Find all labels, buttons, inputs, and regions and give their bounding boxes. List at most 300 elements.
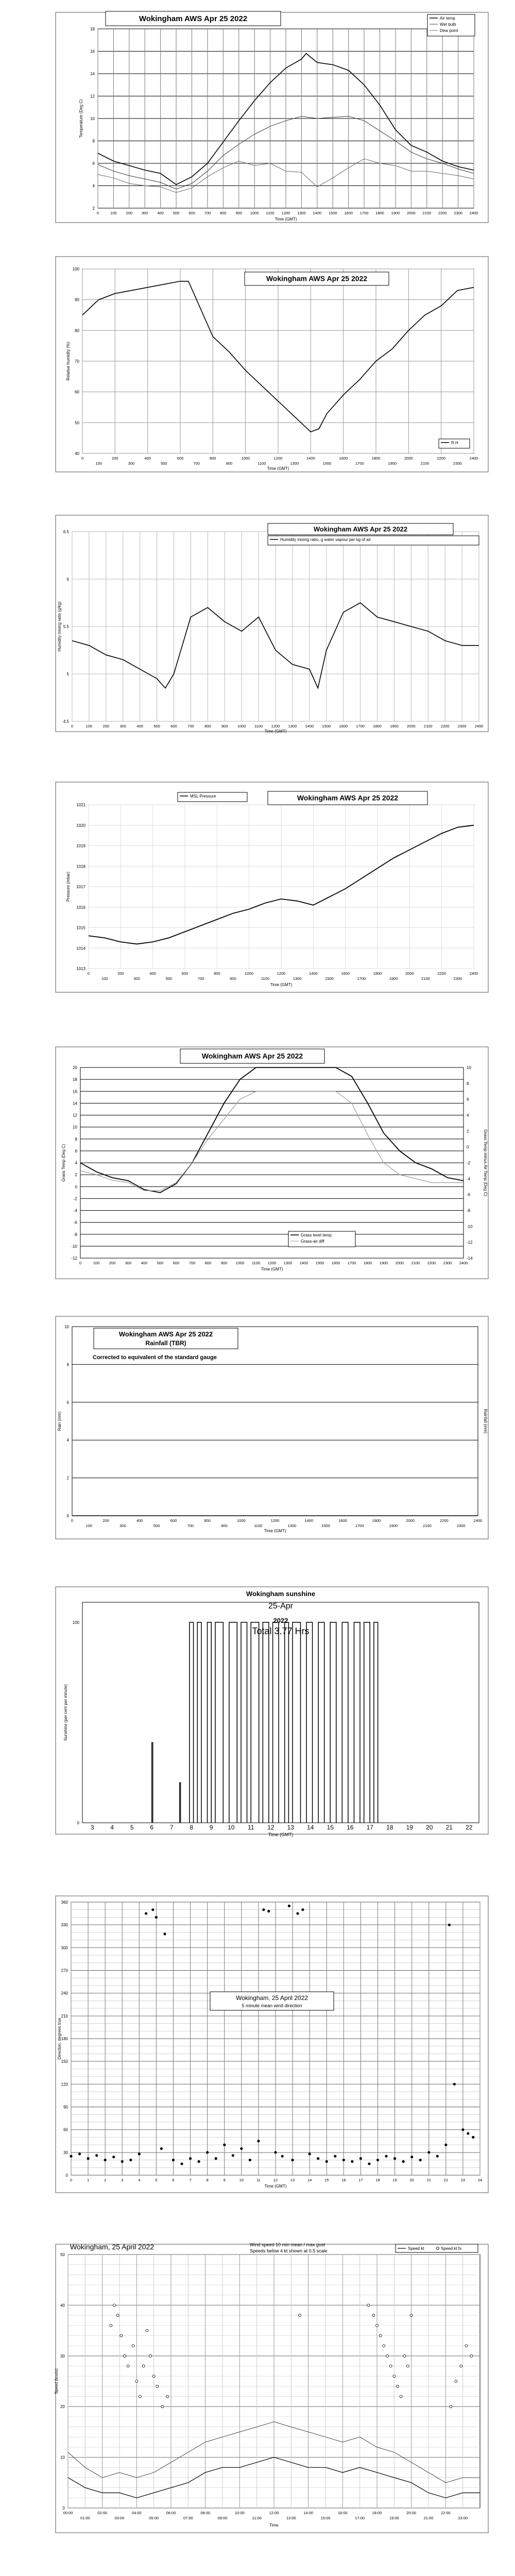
direction-point	[419, 2159, 422, 2161]
x-tick-label: 2100	[423, 724, 433, 728]
legend-label: Speed kt	[408, 2246, 424, 2251]
x-tick-label: 500	[165, 976, 173, 981]
direction-point	[410, 2156, 413, 2158]
gust-point	[393, 2375, 396, 2378]
x-tick-label: 01:00	[80, 2516, 90, 2520]
x-tick-label: 1700	[359, 211, 369, 215]
direction-point	[385, 2155, 387, 2158]
x-tick-label: 2000	[406, 211, 416, 215]
direction-point	[334, 2155, 336, 2158]
y-tick-label: 1018	[76, 864, 85, 869]
x-tick-label: 400	[144, 456, 151, 461]
x-tick-label: 1000	[250, 211, 259, 215]
x-tick-label: 1000	[237, 724, 246, 728]
x-tick-label: 1900	[390, 724, 399, 728]
chart-humidity	[56, 257, 488, 472]
direction-point	[301, 1908, 304, 1911]
gust-point	[120, 2334, 123, 2337]
y-tick-label: 150	[61, 2059, 68, 2064]
chart-grass	[56, 1047, 488, 1279]
x-tick-label: 1100	[261, 976, 269, 981]
x-tick-label: 400	[149, 971, 156, 976]
x-tick-label: 1300	[293, 976, 302, 981]
y-tick-label: 60	[75, 389, 79, 395]
direction-point	[163, 1933, 166, 1935]
y-tick-label: 6	[92, 161, 95, 166]
x-tick-label: 1500	[322, 461, 332, 466]
direction-point	[281, 2155, 284, 2158]
x-tick-label: 2400	[469, 971, 478, 976]
gust-point	[156, 2385, 159, 2387]
direction-point	[78, 2153, 81, 2155]
x-tick-label: 24	[477, 2178, 483, 2182]
direction-point	[444, 2144, 447, 2146]
x-tick-label: 22	[466, 1824, 473, 1831]
chart-title: Wokingham AWS Apr 25 2022	[313, 525, 408, 533]
x-tick-label: 17	[358, 2178, 363, 2182]
x-tick-label: 6	[172, 2178, 175, 2182]
x-tick-label: 20	[409, 2178, 414, 2182]
y-axis-label: Humidity mixing ratio (g/kg)	[57, 601, 62, 652]
legend-label: Speed kt fs	[441, 2246, 462, 2251]
direction-point	[180, 2162, 183, 2165]
x-tick-label: 2300	[456, 1523, 466, 1528]
x-tick-label: 4	[138, 2178, 141, 2182]
y-tick-label-right: 10	[467, 1065, 471, 1070]
x-tick-label: 2300	[443, 1261, 452, 1265]
x-tick-label: 100	[110, 211, 117, 215]
gust-point	[470, 2354, 473, 2357]
x-tick-label: 1200	[281, 211, 290, 215]
x-tick-label: 2100	[421, 976, 430, 981]
y-axis-label: Grass Temp (Deg C)	[61, 1144, 66, 1182]
x-tick-label: 19	[392, 2178, 397, 2182]
x-tick-label: 800	[214, 971, 220, 976]
x-tick-label: 08:00	[200, 2511, 211, 2515]
direction-point	[104, 2159, 107, 2161]
y-tick-label-right: -2	[467, 1161, 471, 1165]
x-tick-label: 05:00	[149, 2516, 159, 2520]
direction-point	[145, 1912, 147, 1914]
x-tick-label: 200	[109, 1261, 116, 1265]
x-tick-label: 21	[426, 2178, 431, 2182]
x-tick-label: 19:00	[389, 2516, 399, 2520]
gust-point	[407, 2365, 409, 2367]
y-tick-label-right: -10	[467, 1224, 473, 1229]
x-tick-label: 0	[87, 971, 90, 976]
direction-point	[376, 2159, 379, 2161]
y-tick-label: 1019	[76, 843, 85, 849]
direction-point	[138, 2153, 141, 2155]
y-tick-label: 12	[73, 1113, 77, 1118]
y-axis-label: Pressure (mbar)	[66, 872, 71, 902]
x-tick-label: 1000	[245, 971, 254, 976]
y-tick-label-right: -4	[467, 1176, 471, 1181]
x-tick-label: 1700	[356, 724, 365, 728]
gust-point	[367, 2304, 370, 2307]
legend-label: Dew point	[440, 28, 458, 33]
direction-point	[189, 2157, 192, 2160]
x-axis-label: Time (GMT)	[264, 1529, 286, 1533]
x-tick-label: 1200	[270, 1518, 280, 1523]
legend-label: Grass level temp	[301, 1233, 332, 1238]
x-tick-label: 20:00	[406, 2511, 417, 2515]
direction-point	[351, 2160, 353, 2163]
y-tick-label: 30	[63, 2150, 68, 2155]
y-tick-label: 10	[90, 116, 95, 121]
chart-date: 25-Apr	[268, 1602, 294, 1611]
gust-point	[132, 2345, 134, 2347]
y-tick-label: 14	[90, 72, 95, 76]
y-tick-label: 60	[63, 2127, 68, 2132]
gust-point	[455, 2380, 457, 2383]
x-tick-label: 06:00	[166, 2511, 176, 2515]
x-axis-label: Time (GMT)	[264, 729, 287, 734]
x-tick-label: 19	[406, 1824, 413, 1831]
x-tick-label: 1000	[235, 1261, 245, 1265]
y-tick-label: 8	[66, 1362, 69, 1367]
direction-point	[70, 2155, 72, 2158]
y-tick-label: -8	[73, 1232, 77, 1237]
chart-total: Total 3.77 Hrs	[252, 1626, 310, 1636]
x-tick-label: 900	[220, 1261, 228, 1265]
gust-point	[386, 2354, 389, 2357]
x-tick-label: 1700	[357, 976, 366, 981]
gust-point	[410, 2314, 413, 2317]
x-tick-label: 1800	[373, 971, 382, 976]
x-tick-label: 200	[126, 211, 133, 215]
y-tick-label: 2	[66, 1476, 69, 1481]
chart-subtitle: Rainfall (TBR)	[145, 1340, 186, 1347]
x-tick-label: 900	[230, 976, 236, 981]
x-tick-label: 1400	[306, 456, 315, 461]
x-tick-label: 7	[189, 2178, 192, 2182]
x-tick-label: 600	[188, 211, 195, 215]
x-tick-label: 1500	[328, 211, 337, 215]
y-tick-label: 0	[65, 2173, 68, 2178]
y-tick-label: -4	[73, 1208, 77, 1213]
x-tick-label: 2200	[437, 456, 446, 461]
chart-subtitle: 5 minute mean wind direction	[242, 2003, 302, 2008]
x-tick-label: 2000	[404, 456, 413, 461]
x-tick-label: 09:00	[217, 2516, 228, 2520]
x-tick-label: 1800	[372, 1518, 381, 1523]
y-tick-label: 5	[66, 672, 69, 676]
x-tick-label: 2200	[439, 1518, 449, 1523]
x-tick-label: 0	[71, 1518, 74, 1523]
x-tick-label: 1400	[299, 1261, 308, 1265]
x-tick-label: 700	[187, 724, 194, 728]
y-tick-label: 8	[92, 139, 95, 144]
direction-point	[95, 2154, 98, 2157]
x-tick-label: 1000	[241, 456, 250, 461]
chart-title: Wokingham AWS Apr 25 2022	[297, 793, 399, 802]
x-tick-label: 2000	[405, 971, 414, 976]
gust-point	[400, 2395, 402, 2398]
x-tick-label: 700	[187, 1523, 194, 1528]
gust-point	[166, 2395, 169, 2398]
y-axis-label: Temperature (Deg C)	[79, 99, 83, 138]
y-tick-label: 270	[61, 1968, 68, 1973]
x-tick-label: 14	[307, 1824, 314, 1831]
chart-wind_speed	[54, 2242, 488, 2533]
x-tick-label: 100	[95, 461, 102, 466]
y-axis-label: Direction, degrees true	[57, 2018, 62, 2060]
x-tick-label: 9	[223, 2178, 226, 2182]
x-tick-label: 1400	[305, 724, 314, 728]
chart-title: Wokingham AWS Apr 25 2022	[139, 14, 248, 23]
x-tick-label: 8	[190, 1824, 194, 1831]
y-tick-label: 90	[63, 2105, 68, 2110]
x-tick-label: 16	[341, 2178, 346, 2182]
x-tick-label: 800	[204, 1518, 211, 1523]
direction-point	[296, 1912, 299, 1914]
x-tick-label: 800	[204, 724, 211, 728]
chart-sunshine	[56, 1587, 488, 1837]
y-tick-label: 1016	[76, 905, 85, 910]
x-tick-label: 1500	[325, 976, 334, 981]
chart-temperature	[56, 11, 488, 223]
gust-point	[383, 2345, 385, 2347]
y-tick-label: 4	[66, 1438, 69, 1443]
chart-title: Wokingham AWS Apr 25 2022	[266, 274, 368, 283]
x-tick-label: 1700	[355, 461, 364, 466]
y-tick-label: 1020	[76, 823, 85, 828]
x-tick-label: 1900	[379, 1261, 388, 1265]
x-tick-label: 100	[85, 1523, 93, 1528]
gust-point	[465, 2345, 468, 2347]
chart-title: Wokingham sunshine	[246, 1590, 316, 1598]
x-tick-label: 500	[153, 724, 160, 728]
direction-point	[267, 1910, 270, 1912]
x-tick-label: 18	[375, 2178, 380, 2182]
x-tick-label: 2300	[457, 724, 467, 728]
y-tick-label: 10	[60, 2455, 65, 2460]
x-tick-label: 700	[204, 211, 211, 215]
x-tick-label: 1	[87, 2178, 90, 2182]
y-tick-label: 1015	[76, 925, 85, 930]
direction-point	[472, 2136, 474, 2139]
y-tick-label-right: -8	[467, 1208, 471, 1213]
x-tick-label: 300	[133, 976, 140, 981]
y-tick-label: -10	[71, 1244, 77, 1249]
x-tick-label: 1000	[236, 1518, 246, 1523]
x-tick-label: 3	[121, 2178, 124, 2182]
chart-rainfall	[56, 1316, 488, 1539]
y-tick-label: 1017	[76, 885, 85, 889]
x-tick-label: 1900	[389, 1523, 398, 1528]
x-tick-label: 2400	[459, 1261, 468, 1265]
x-tick-label: 2	[104, 2178, 107, 2182]
x-tick-label: 1600	[339, 724, 348, 728]
gust-point	[142, 2365, 145, 2367]
x-tick-label: 23	[460, 2178, 466, 2182]
y-tick-label-right: 6	[467, 1097, 469, 1102]
x-tick-label: 3	[90, 1824, 94, 1831]
x-tick-label: 200	[112, 456, 118, 461]
x-tick-label: 400	[141, 1261, 148, 1265]
y-axis-label: Relative humidity (%)	[66, 342, 71, 381]
direction-point	[262, 1908, 265, 1911]
y-tick-label: 0	[75, 1184, 77, 1190]
direction-point	[249, 2159, 251, 2161]
x-tick-label: 9	[209, 1824, 213, 1831]
x-tick-label: 17	[366, 1824, 373, 1831]
direction-point	[308, 2153, 311, 2155]
x-tick-label: 10	[228, 1824, 235, 1831]
y-tick-label: -2	[73, 1196, 77, 1201]
y-tick-label: 18	[90, 27, 95, 31]
x-tick-label: 7	[169, 1824, 174, 1831]
direction-point	[112, 2156, 115, 2158]
x-tick-label: 400	[136, 1518, 143, 1523]
x-tick-label: 1800	[373, 724, 382, 728]
direction-point	[198, 2160, 200, 2163]
x-tick-label: 12	[267, 1824, 274, 1831]
y-tick-label-right: -12	[467, 1240, 473, 1245]
x-tick-label: 900	[221, 1523, 228, 1528]
gust-point	[116, 2314, 119, 2317]
y-tick-label: 40	[60, 2303, 65, 2308]
y-tick-label: 12	[90, 94, 95, 99]
chart-title: Wokingham AWS Apr 25 2022	[118, 1330, 213, 1338]
x-tick-label: 23:00	[458, 2516, 468, 2520]
direction-point	[427, 2151, 430, 2154]
x-axis-label: Time (GMT)	[261, 1267, 283, 1272]
x-tick-label: 22	[443, 2178, 449, 2182]
x-tick-label: 00:00	[63, 2511, 73, 2515]
x-tick-label: 5	[130, 1824, 134, 1831]
y-tick-label: -12	[71, 1256, 77, 1261]
y-axis-label: Sunshine (per cent per minute)	[63, 1684, 68, 1741]
x-tick-label: 1200	[273, 456, 283, 461]
y-tick-label: 6	[66, 1400, 69, 1405]
x-tick-label: 0	[71, 724, 74, 728]
gust-point	[389, 2365, 392, 2367]
direction-point	[291, 2159, 294, 2161]
gust-point	[397, 2385, 399, 2387]
x-tick-label: 300	[119, 1523, 126, 1528]
direction-point	[151, 1908, 154, 1911]
direction-point	[257, 2140, 260, 2142]
y-tick-label: 240	[61, 1991, 68, 1996]
y-tick-label: 16	[73, 1089, 77, 1094]
x-tick-label: 1700	[355, 1523, 364, 1528]
x-tick-label: 400	[136, 724, 143, 728]
y-tick-label: 1021	[76, 803, 85, 807]
x-tick-label: 03:00	[114, 2516, 125, 2520]
x-tick-label: 0	[81, 456, 84, 461]
x-tick-label: 1200	[271, 724, 280, 728]
y-tick-label: 0	[66, 1514, 69, 1518]
direction-point	[453, 2083, 456, 2086]
x-tick-label: 1600	[331, 1261, 340, 1265]
direction-point	[359, 2157, 362, 2160]
gust-point	[376, 2324, 379, 2327]
y-tick-label: 4	[75, 1161, 77, 1165]
x-tick-label: 800	[210, 456, 216, 461]
gust-point	[127, 2365, 129, 2367]
x-tick-label: 200	[102, 724, 110, 728]
x-tick-label: 13:00	[286, 2516, 296, 2520]
x-tick-label: 11	[256, 2178, 261, 2182]
y-tick-label: 70	[75, 359, 79, 364]
chart-title: Wokingham, 25 April 2022	[70, 2243, 154, 2251]
chart-mixing_ratio	[56, 515, 488, 734]
chart-title: Wokingham, 25 April 2022	[236, 1994, 308, 2002]
x-tick-label: 2100	[422, 211, 432, 215]
y-tick-label: 300	[61, 1945, 68, 1951]
x-tick-label: 2200	[440, 724, 450, 728]
x-axis-label: Time (GMT)	[270, 982, 293, 987]
y-tick-label: 10	[73, 1125, 77, 1130]
y-tick-label-right: 0	[467, 1145, 469, 1150]
y-tick-label: 40	[75, 451, 79, 456]
x-tick-label: 07:00	[183, 2516, 193, 2520]
x-tick-label: 1300	[290, 461, 299, 466]
direction-point	[448, 1924, 451, 1926]
x-tick-label: 600	[173, 1261, 180, 1265]
x-tick-label: 1100	[251, 1261, 261, 1265]
y-tick-label: 6	[66, 577, 69, 582]
y-tick-label: 120	[61, 2082, 68, 2087]
y-tick-label: 10	[64, 1325, 69, 1329]
x-tick-label: 2200	[427, 1261, 436, 1265]
x-tick-label: 2100	[423, 1523, 432, 1528]
direction-point	[436, 2155, 439, 2158]
direction-point	[121, 2160, 124, 2163]
x-tick-label: 1600	[341, 971, 350, 976]
x-tick-label: 18	[386, 1824, 393, 1831]
x-tick-label: 13	[287, 1824, 294, 1831]
x-tick-label: 1200	[267, 1261, 277, 1265]
x-tick-label: 1600	[338, 1518, 347, 1523]
y-tick-label: 100	[72, 267, 79, 272]
x-tick-label: 2000	[406, 724, 416, 728]
x-tick-label: 18:00	[372, 2511, 382, 2515]
gust-point	[113, 2304, 116, 2307]
y-axis-label: Rain (mm)	[57, 1411, 62, 1431]
y-tick-label: 5.5	[63, 624, 69, 629]
x-tick-label: 1900	[391, 211, 400, 215]
x-tick-label: 0	[96, 211, 99, 215]
x-tick-label: 2400	[473, 1518, 483, 1523]
y-tick-label: 20	[60, 2404, 65, 2410]
x-tick-label: 700	[197, 976, 204, 981]
chart-wind_direction	[56, 1896, 488, 2193]
x-tick-label: 300	[141, 211, 148, 215]
y-tick-label: 4	[92, 183, 95, 189]
direction-point	[155, 1916, 158, 1919]
legend-label: Air temp	[440, 16, 455, 21]
y-tick-label: 6.5	[63, 530, 69, 534]
y-tick-label-right: -6	[467, 1192, 471, 1197]
x-tick-label: 16:00	[337, 2511, 348, 2515]
y-tick-label: 2	[92, 206, 95, 211]
x-tick-label: 02:00	[97, 2511, 108, 2515]
gust-point	[110, 2324, 112, 2327]
y-axis-label-right: Grass Temp minus Air Temp (Deg C)	[483, 1129, 488, 1196]
x-axis-label: Time (GMT)	[268, 1832, 294, 1837]
direction-point	[206, 2151, 209, 2154]
direction-point	[240, 2147, 243, 2150]
x-tick-label: 2100	[420, 461, 430, 466]
y-tick-label-right: -14	[467, 1256, 473, 1261]
x-tick-label: 21	[445, 1824, 453, 1831]
x-tick-label: 1800	[371, 456, 381, 461]
x-tick-label: 20	[426, 1824, 433, 1831]
x-tick-label: 1100	[258, 461, 266, 466]
